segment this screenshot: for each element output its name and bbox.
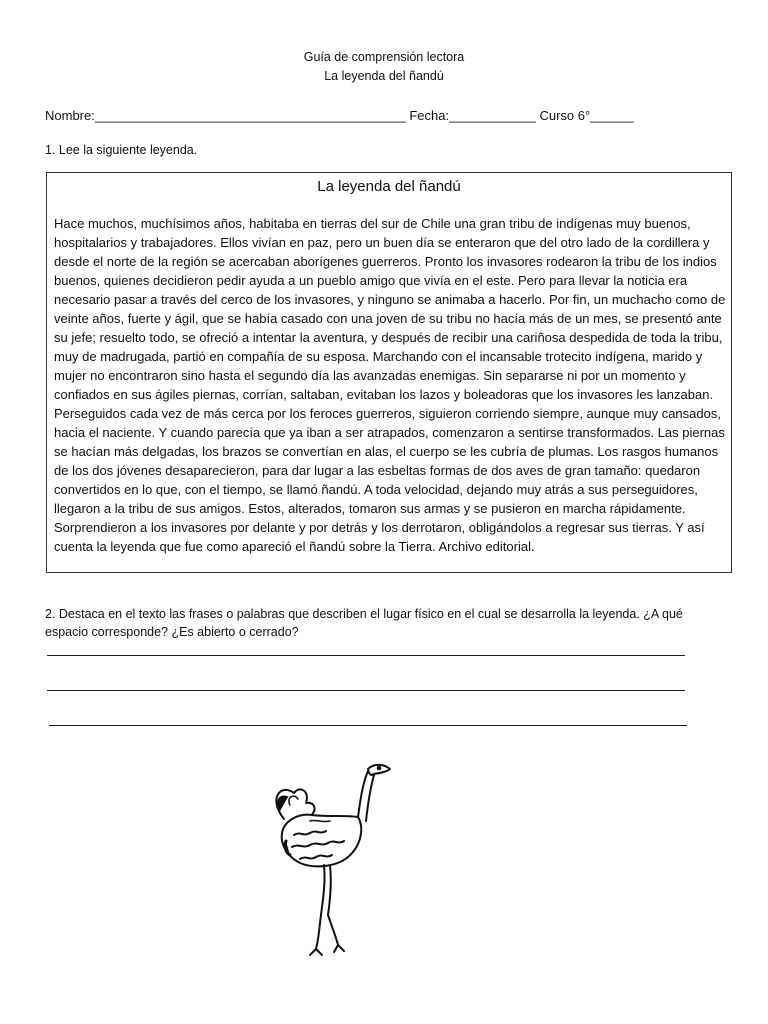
answer-line-1 [47, 655, 685, 656]
answer-line-2 [47, 690, 685, 691]
question-2: 2. Destaca en el texto las frases o palabras que describen el lugar físico en el cual se desarrolla la leyenda. ¿A qué espacio corresponde? ¿Es abierto o cerrado? [45, 607, 683, 639]
reading-box [46, 172, 732, 573]
answer-line-3 [49, 725, 687, 726]
question-1: 1. Lee la siguiente leyenda. [45, 143, 198, 157]
worksheet-subtitle: La leyenda del ñandú [324, 69, 444, 83]
student-info-line: Nombre:___________________________________________ Fecha:____________ Curso 6°______ [45, 108, 634, 123]
reading-title: La leyenda del ñandú [317, 178, 461, 195]
reading-text: Hace muchos, muchísimos años, habitaba en tierras del sur de Chile una gran tribu de indígenas muy buenos, hospitalarios y trabajadores. Ellos vivían en paz, pero un buen día se enteraron que del otro lado de la cordillera y desde el norte de la región se acercaban aborígenes guerreros. Pronto los invasores rodearon la tribu de los indios buenos, quienes decidieron pedir ayuda a un pueblo amigo que vivía en el este. Pero para llevar la noticia era necesario pasar a través del cerco de los invasores, y ninguno se animaba a hacerlo. Por fin, un muchacho como de veinte años, fuerte y ágil, que se había casado con una joven de su tribu no hacía más de un mes, se presentó ante su jefe; resuelto todo, se ofreció a intentar la aventura, y después de recibir una cariñosa despedida de toda la tribu, muy de madrugada, partió en compañía de su esposa. Marchando con el incansable trotecito indígena, marido y mujer no encontraron sino hasta el segundo día las avanzadas enemigas. Sin separarse ni por un momento y confiados en sus ágiles piernas, corrían, saltaban, evitaban los lazos y boleadoras que los invasores les lanzaban. Perseguidos cada vez de más cerca por los feroces guerreros, siguieron corriendo siempre, aunque muy cansados, hacia el naciente. Y cuando parecía que ya iban a ser atrapados, comenzaron a sentirse transformados. Las piernas se hacían más delgadas, los brazos se convertían en alas, el cuerpo se les cubría de plumas. Los rasgos humanos de los dos jóvenes desaparecieron, para dar lugar a las esbeltas formas de dos aves de gran tamaño: quedaron convertidos en lo que, con el tiempo, se llamó ñandú. A toda velocidad, dejando muy atrás a sus perseguidores, llegaron a la tribu de sus amigos. Estos, alterados, tomaron sus armas y se pusieron en marcha rápidamente. Sorprendieron a los invasores por delante y por detrás y los derrotaron, obligándolos a regresar sus tierras. Y así cuenta la leyenda que fue como apareció el ñandú sobre la Tierra. Archivo editorial. [54, 216, 726, 554]
ostrich-drawing-icon [250, 755, 400, 960]
worksheet-title: Guía de comprensión lectora [303, 50, 465, 64]
